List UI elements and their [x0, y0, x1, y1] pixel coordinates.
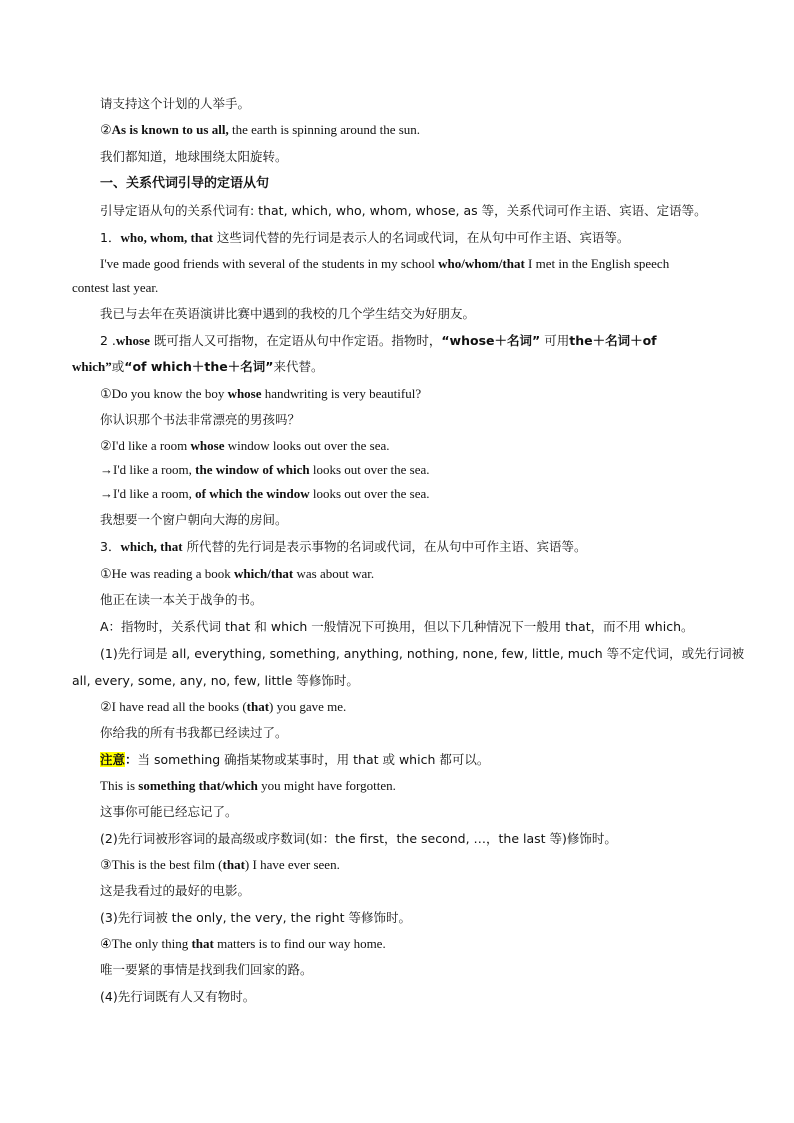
sentence-text: ②I have read all the books (: [100, 699, 247, 714]
sentence-text: matters is to find our way home.: [213, 936, 386, 951]
text-line: [100, 725, 288, 741]
paragraph-text: (4)先行词既有人又有物时。: [100, 989, 256, 1004]
text-line: [100, 910, 411, 926]
rule-item-1: [100, 230, 629, 246]
sentence-text: →I'd like a room,: [100, 486, 196, 501]
sentence-text: was about war.: [293, 566, 375, 581]
rule-number: 3．: [100, 539, 121, 554]
rule-text: 可用: [540, 333, 570, 348]
sentence-text: contest last year.: [72, 280, 159, 295]
sentence-text: looks out over the sea.: [309, 486, 430, 501]
text-line: [100, 883, 250, 899]
paragraph-text: (2)先行词被形容词的最高级或序数词(如：the first，the second, …，the last 等)修饰时。: [100, 831, 617, 846]
example-sentence: [100, 438, 390, 454]
sentence-text: ③This is the best film (: [100, 857, 223, 872]
text-line: [100, 962, 313, 978]
paragraph-text: all, every, some, any, no, few, little 等修饰时。: [72, 673, 359, 688]
text-line: [100, 804, 238, 820]
example-number: ②: [100, 122, 112, 137]
example-sentence: [100, 386, 421, 402]
bold-phrase: “of which＋the＋名词”: [124, 359, 274, 374]
rule-item-2-cont: [72, 359, 323, 375]
sentence-text: ②I'd like a room: [100, 438, 191, 453]
chinese-translation: 你认识那个书法非常漂亮的男孩吗？: [100, 412, 301, 427]
text-line: [100, 149, 288, 165]
text-line: [100, 592, 263, 608]
bold-phrase: which/that: [234, 566, 294, 581]
rule-text: 这些词代替的先行词是表示人的名词或代词，在从句中可作主语、宾语等。: [212, 230, 630, 245]
heading-text: 一、关系代词引导的定语从句: [100, 176, 270, 191]
chinese-translation: 我们都知道，地球围绕太阳旋转。: [100, 149, 288, 164]
sentence-text: ) you gave me.: [269, 699, 347, 714]
paragraph-text: (3)先行词被 the only, the very, the right 等修饰时。: [100, 910, 411, 925]
sentence-text: you might have forgotten.: [257, 778, 396, 793]
text-line: [100, 831, 617, 847]
example-sentence: [100, 486, 430, 502]
bold-phrase: which, that: [120, 539, 183, 554]
rule-number: 1．: [100, 230, 121, 245]
text-line: [100, 512, 288, 528]
text-line: [100, 619, 694, 635]
sentence-text: ①Do you know the boy: [100, 386, 228, 401]
sentence-text: handwriting is very beautiful?: [261, 386, 422, 401]
sentence-text: looks out over the sea.: [309, 462, 430, 477]
text-line: [100, 306, 475, 322]
sentence-text: →I'd like a room,: [100, 462, 196, 477]
bold-phrase: whose: [115, 333, 150, 348]
example-sentence: [100, 778, 396, 794]
rule-item-2: [100, 333, 657, 349]
chinese-translation: 我想要一个窗户朝向大海的房间。: [100, 512, 288, 527]
chinese-translation: 这事你可能已经忘记了。: [100, 804, 238, 819]
example-sentence: [100, 122, 420, 138]
text-line: [72, 673, 359, 689]
text-line: [100, 989, 255, 1005]
chinese-translation: 这是我看过的最好的电影。: [100, 883, 251, 898]
bold-phrase: whose: [190, 438, 225, 453]
example-sentence: [100, 566, 374, 582]
sentence-text: ) I have ever seen.: [244, 857, 340, 872]
note-highlight: 注意: [100, 752, 126, 767]
bold-phrase: who/whom/that: [438, 256, 525, 271]
note-text: 当 something 确指某物或某事时，用 that 或 which 都可以。: [137, 752, 490, 767]
text-line: [100, 203, 707, 219]
sentence-text: I met in the English speech: [524, 256, 670, 271]
bold-phrase: whose: [227, 386, 262, 401]
bold-phrase: As is known to us all,: [111, 122, 229, 137]
rule-text: 所代替的先行词是表示事物的名词或代词，在从句中可作主语、宾语等。: [182, 539, 587, 554]
paragraph-text: A：指物时，关系代词 that 和 which 一般情况下可换用，但以下几种情况下一般用 that，而不用 which。: [100, 619, 694, 634]
chinese-translation: 唯一要紧的事情是找到我们回家的路。: [100, 962, 313, 977]
bold-phrase: the window of which: [195, 462, 310, 477]
example-sentence: [100, 936, 386, 952]
sentence-text: This is: [100, 778, 139, 793]
bold-phrase: that: [191, 936, 214, 951]
note-line: [100, 752, 489, 768]
sentence-text: ①He was reading a book: [100, 566, 235, 581]
bold-phrase: who, whom, that: [120, 230, 213, 245]
paragraph-text: (1)先行词是 all, everything, something, anything, nothing, none, few, little, much 等不定代词，或先行词被: [100, 646, 745, 661]
bold-phrase: that: [222, 857, 245, 872]
chinese-translation: 请支持这个计划的人举手。: [100, 96, 251, 111]
note-colon: ：: [125, 752, 138, 767]
paragraph-text: 引导定语从句的关系代词有: that, which, who, whom, whose, as 等，关系代词可作主语、宾语、定语等。: [100, 203, 707, 218]
chinese-translation: 我已与去年在英语演讲比赛中遇到的我校的几个学生结交为好朋友。: [100, 306, 476, 321]
text-line: [100, 96, 250, 112]
sentence-text: window looks out over the sea.: [224, 438, 390, 453]
rule-text: 来代替。: [273, 359, 324, 374]
rule-text: 或: [111, 359, 125, 374]
bold-phrase: which”: [72, 359, 112, 374]
sentence-text: ④The only thing: [100, 936, 192, 951]
example-sentence: [100, 256, 669, 272]
bold-phrase: that: [246, 699, 270, 714]
rule-number: 2 .: [100, 333, 116, 348]
section-heading: [100, 176, 269, 192]
rule-text: 既可指人又可指物，在定语从句中作定语。指物时，: [149, 333, 442, 348]
example-sentence: [100, 462, 430, 478]
example-sentence: [100, 699, 346, 715]
bold-phrase: something that/which: [138, 778, 258, 793]
chinese-translation: 他正在读一本关于战争的书。: [100, 592, 263, 607]
example-sentence: [100, 857, 340, 873]
sentence-text: I've made good friends with several of the students in my school: [100, 256, 439, 271]
text-line: [100, 646, 744, 662]
bold-phrase: the＋名词＋of: [569, 333, 657, 348]
text-line: [100, 412, 300, 428]
example-sentence-cont: [72, 280, 158, 296]
bold-phrase: of which the window: [195, 486, 310, 501]
bold-phrase: “whose＋名词”: [441, 333, 541, 348]
chinese-translation: 你给我的所有书我都已经读过了。: [100, 725, 288, 740]
rule-item-3: [100, 539, 587, 555]
sentence-text: the earth is spinning around the sun.: [228, 122, 421, 137]
